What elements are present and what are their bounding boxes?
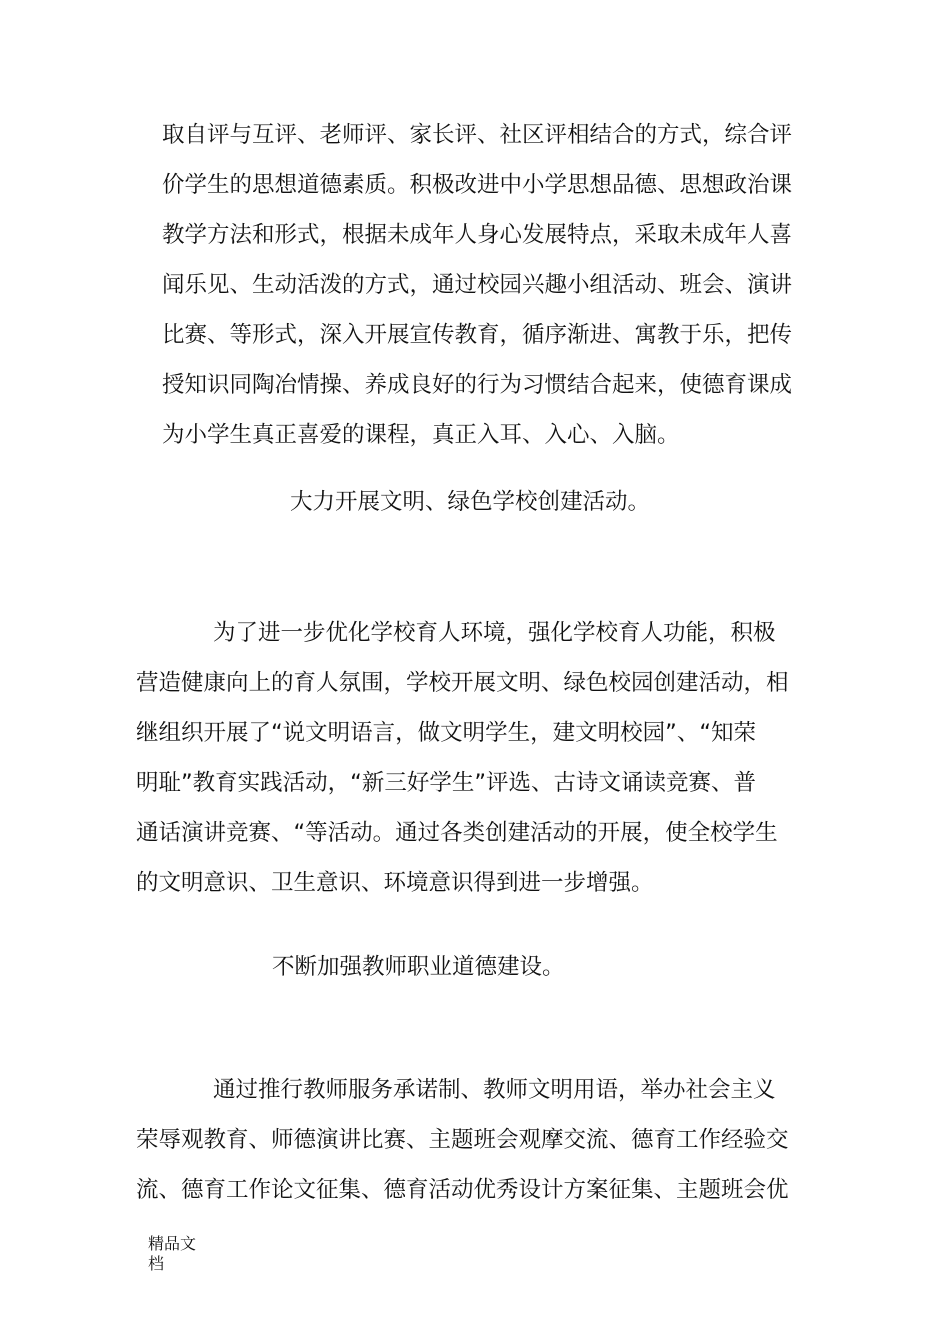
paragraph-line: 比赛、等形式，深入开展宣传教育，循序渐进、寓教于乐，把传	[162, 322, 793, 348]
section-heading: 不断加强教师职业道德建设。	[272, 954, 565, 980]
paragraph-line: 闻乐见、生动活泼的方式，通过校园兴趣小组活动、班会、演讲	[162, 272, 793, 298]
paragraph-line: 的文明意识、卫生意识、环境意识得到进一步增强。	[136, 870, 654, 896]
footer-watermark-line1: 精品文	[148, 1234, 197, 1253]
paragraph-line: 明耻”教育实践活动，“新三好学生”评选、古诗文诵读竞赛、普	[136, 770, 756, 796]
paragraph-line: 取自评与互评、老师评、家长评、社区评相结合的方式，综合评	[162, 122, 793, 148]
paragraph-line: 通过推行教师服务承诺制、教师文明用语，举办社会主义	[213, 1077, 776, 1103]
paragraph-line: 授知识同陶冶情操、养成良好的行为习惯结合起来，使德育课成	[162, 372, 793, 398]
paragraph-line: 流、德育工作论文征集、德育活动优秀设计方案征集、主题班会优	[136, 1177, 789, 1203]
paragraph-line: 营造健康向上的育人氛围，学校开展文明、绿色校园创建活动，相	[136, 670, 789, 696]
paragraph-line: 荣辱观教育、师德演讲比赛、主题班会观摩交流、德育工作经验交	[136, 1127, 789, 1153]
paragraph-line: 通话演讲竞赛、“等活动。通过各类创建活动的开展，使全校学生	[136, 820, 778, 846]
paragraph-line: 继组织开展了“说文明语言，做文明学生，建文明校园”、“知荣	[136, 720, 756, 746]
footer-watermark-line2: 档	[148, 1254, 165, 1273]
paragraph-line: 教学方法和形式，根据未成年人身心发展特点，采取未成年人喜	[162, 222, 793, 248]
section-heading: 大力开展文明、绿色学校创建活动。	[290, 489, 651, 515]
paragraph-line: 为了进一步优化学校育人环境，强化学校育人功能，积极	[213, 620, 776, 646]
paragraph-line: 价学生的思想道德素质。积极改进中小学思想品德、思想政治课	[162, 172, 793, 198]
paragraph-line: 为小学生真正喜爱的课程，真正入耳、入心、入脑。	[162, 422, 680, 448]
